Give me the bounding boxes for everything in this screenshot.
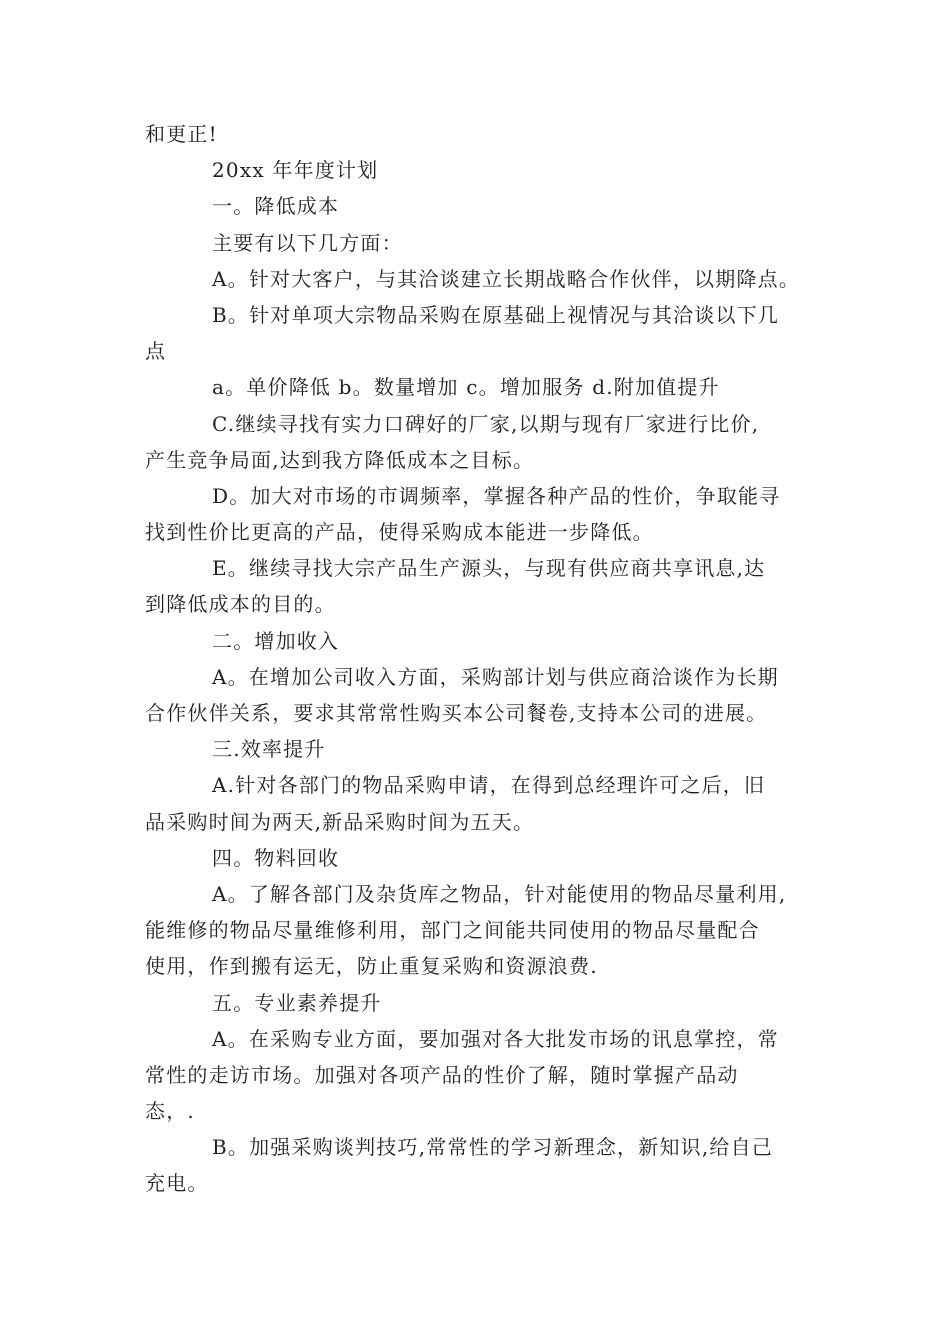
text-line: A。针对大客户，与其洽谈建立长期战略合作伙伴，以期降点。 bbox=[212, 266, 801, 291]
text-line: 产生竞争局面,达到我方降低成本之目标。 bbox=[145, 447, 535, 472]
text-line: 点 bbox=[145, 339, 167, 364]
text-line: 品采购时间为两天,新品采购时间为五天。 bbox=[145, 809, 535, 834]
text-line: 到降低成本的目的。 bbox=[145, 592, 336, 617]
text-line: A。了解各部门及杂货库之物品，针对能使用的物品尽量利用, bbox=[212, 881, 787, 906]
text-line: 充电。 bbox=[145, 1171, 209, 1196]
text-line: A.针对各部门的物品采购申请，在得到总经理许可之后，旧 bbox=[212, 773, 766, 798]
text-line: D。加大对市场的市调频率，掌握各种产品的性价，争取能寻 bbox=[212, 483, 781, 508]
text-line: 一。降低成本 bbox=[212, 194, 340, 219]
text-line: B。加强采购谈判技巧,常常性的学习新理念，新知识,给自己 bbox=[212, 1135, 774, 1160]
text-line: 主要有以下几方面： bbox=[212, 230, 403, 255]
text-line: 态，. bbox=[145, 1099, 195, 1124]
text-line: 和更正! bbox=[145, 122, 218, 146]
text-line: 二。增加收入 bbox=[212, 628, 340, 653]
text-line: 合作伙伴关系，要求其常常性购买本公司餐卷,支持本公司的进展。 bbox=[145, 701, 768, 725]
text-line: 找到性价比更高的产品，使得采购成本能进一步降低。 bbox=[145, 520, 654, 545]
text-line: A。在增加公司收入方面，采购部计划与供应商洽谈作为长期 bbox=[212, 664, 779, 689]
text-line: 能维修的物品尽量维修利用，部门之间能共同使用的物品尽量配合 bbox=[145, 918, 760, 943]
text-line: C.继续寻找有实力口碑好的厂家,以期与现有厂家进行比价, bbox=[212, 411, 760, 436]
text-line: B。针对单项大宗物品采购在原基础上视情况与其洽谈以下几 bbox=[212, 302, 780, 327]
text-line: a。单价降低 b。数量增加 c。增加服务 d.附加值提升 bbox=[212, 375, 720, 400]
document-body bbox=[145, 116, 815, 1202]
text-line: 常性的走访市场。加强对各项产品的性价了解，随时掌握产品动 bbox=[145, 1062, 739, 1087]
text-line: 20xx 年年度计划 bbox=[212, 158, 379, 183]
text-line: 五。专业素养提升 bbox=[212, 990, 382, 1015]
text-line: 使用，作到搬有运无，防止重复采购和资源浪费. bbox=[145, 954, 598, 979]
text-line: E。继续寻找大宗产品生产源头，与现有供应商共享讯息,达 bbox=[212, 556, 766, 581]
text-line: 四。物料回收 bbox=[212, 845, 340, 870]
text-line: 三.效率提升 bbox=[212, 737, 326, 762]
text-line: A。在采购专业方面，要加强对各大批发市场的讯息掌控，常 bbox=[212, 1026, 779, 1051]
